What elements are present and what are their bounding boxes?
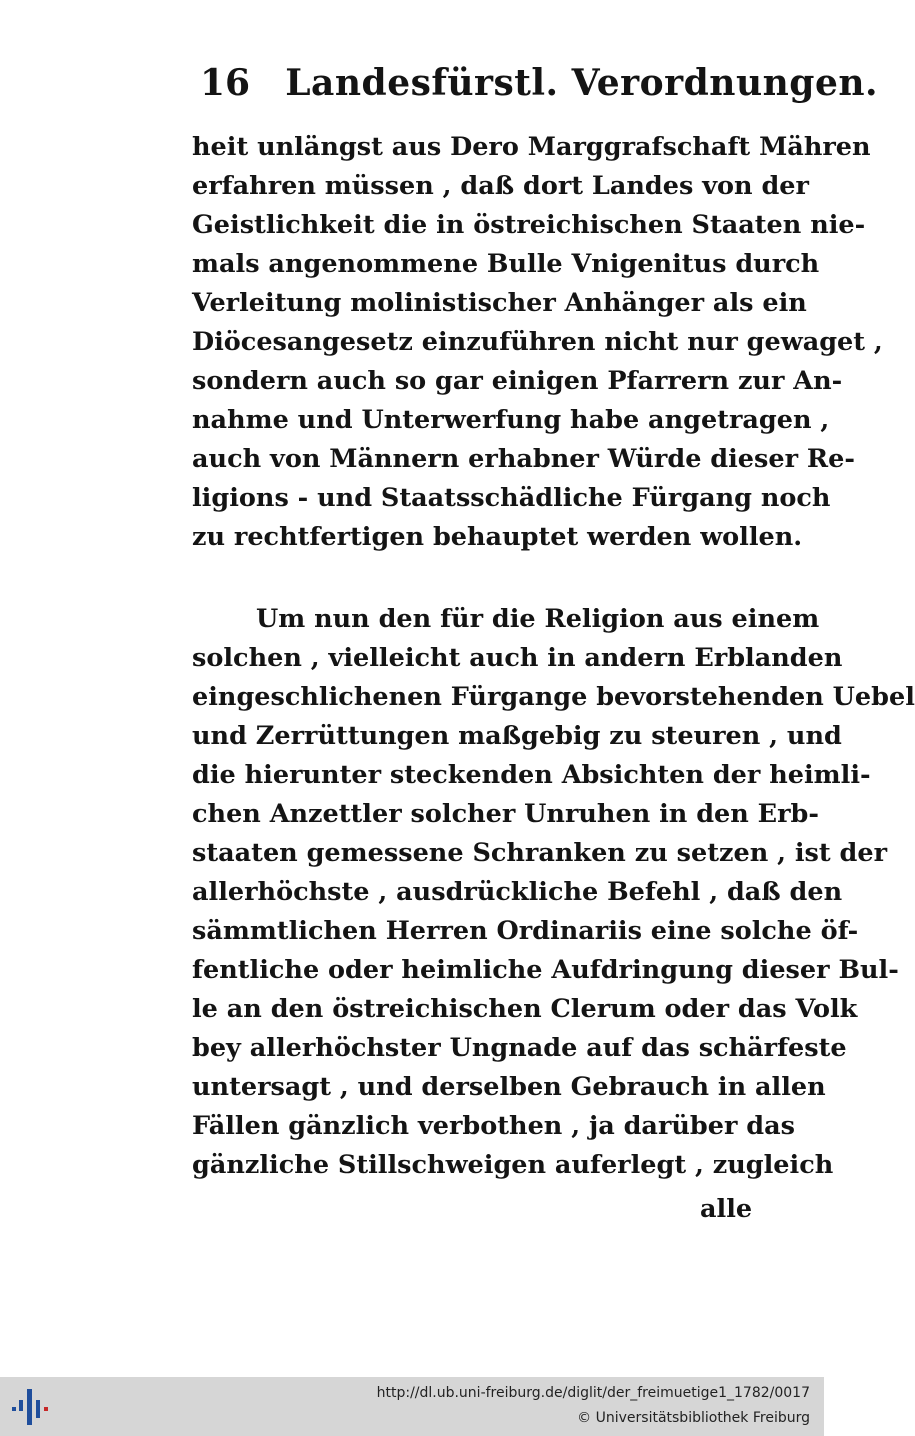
ub-freiburg-logo-icon [10, 1387, 54, 1427]
text-line: le an den östreichischen Clerum oder das Volk [192, 994, 858, 1024]
text-line: mals angenommene Bulle Vnigenitus durch [192, 249, 820, 279]
page-number: 16 [200, 62, 251, 104]
text-line: auch von Männern erhabner Würde dieser Re- [192, 444, 855, 474]
source-url[interactable]: http://dl.ub.uni-freiburg.de/diglit/der_freimuetige1_1782/0017 [376, 1385, 810, 1401]
text-line: chen Anzettler solcher Unruhen in den Erb- [192, 799, 819, 829]
text-line: Diöcesangesetz einzuführen nicht nur gewaget , [192, 327, 883, 357]
text-line: bey allerhöchster Ungnade auf das schärfeste [192, 1033, 847, 1063]
text-line: allerhöchste , ausdrückliche Befehl , daß den [192, 877, 843, 907]
text-line: heit unlängst aus Dero Marggrafschaft Mähren [192, 132, 871, 162]
paragraph-1 [192, 128, 883, 557]
text-line: zu rechtfertigen behauptet werden wollen. [192, 522, 803, 552]
text-line: und Zerrüttungen maßgebig zu steuren , und [192, 721, 842, 751]
paragraph-2 [192, 600, 915, 1185]
text-line: eingeschlichenen Fürgange bevorstehenden Uebel [192, 682, 915, 712]
catchword: alle [700, 1194, 753, 1224]
text-line: die hierunter steckenden Absichten der heimli- [192, 760, 871, 790]
text-line: Fällen gänzlich verbothen , ja darüber das [192, 1111, 795, 1141]
text-line: erfahren müssen , daß dort Landes von der [192, 171, 809, 201]
text-line: Verleitung molinistischer Anhänger als ein [192, 288, 807, 318]
viewer-footer [0, 1377, 824, 1436]
page-header [200, 62, 879, 112]
text-line: gänzliche Stillschweigen auferlegt , zugleich [192, 1150, 834, 1180]
copyright-notice: © Universitätsbibliothek Freiburg [577, 1410, 810, 1426]
text-line: staaten gemessene Schranken zu setzen , ist der [192, 838, 888, 868]
text-line: ligions - und Staatsschädliche Fürgang noch [192, 483, 831, 513]
text-line: Um nun den für die Religion aus einem [256, 604, 820, 634]
text-line: solchen , vielleicht auch in andern Erblanden [192, 643, 843, 673]
text-line: Geistlichkeit die in östreichischen Staaten nie- [192, 210, 866, 240]
text-line: fentliche oder heimliche Aufdringung dieser Bul- [192, 955, 899, 985]
text-line: nahme und Unterwerfung habe angetragen , [192, 405, 830, 435]
text-line: sämmtlichen Herren Ordinariis eine solche öf- [192, 916, 859, 946]
text-line: sondern auch so gar einigen Pfarrern zur An- [192, 366, 843, 396]
text-line: untersagt , und derselben Gebrauch in allen [192, 1072, 826, 1102]
running-head: Landesfürstl. Verordnungen. [285, 62, 879, 104]
